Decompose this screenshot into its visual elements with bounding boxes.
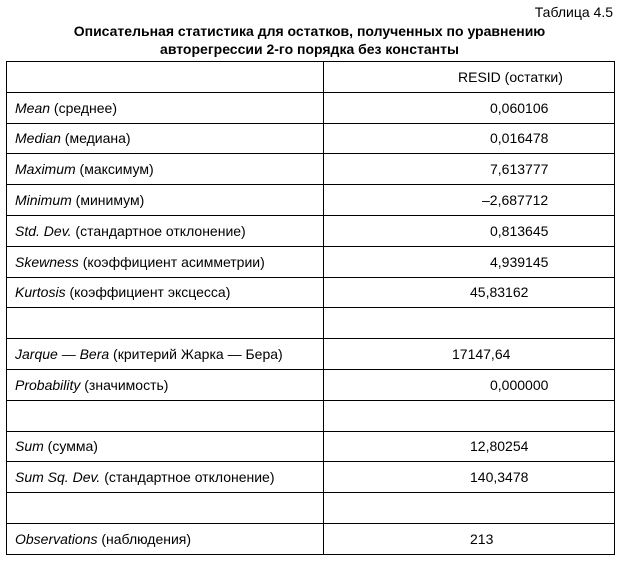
empty-row: [7, 308, 615, 339]
stat-name-cell: [7, 462, 324, 493]
stat-term: Maximum: [15, 161, 76, 178]
table-row: [7, 277, 615, 308]
stat-value: 0,060106: [490, 99, 549, 116]
table-row: [7, 523, 615, 554]
stat-value: 0,016478: [490, 130, 549, 147]
stat-term: Std. Dev.: [15, 222, 72, 239]
table-row: [7, 369, 615, 400]
stat-value-cell: [324, 462, 615, 493]
stat-value-cell: [324, 123, 615, 154]
table-row: [7, 185, 615, 216]
stat-term: Minimum: [15, 192, 72, 209]
stat-name-cell: [7, 431, 324, 462]
table-row: [7, 154, 615, 185]
empty-cell: [324, 400, 615, 431]
table-row: [7, 431, 615, 462]
empty-row: [7, 493, 615, 524]
stat-value: 140,3478: [470, 469, 529, 486]
stat-term: Kurtosis: [15, 284, 66, 301]
stat-term: Mean: [15, 99, 51, 116]
stat-term: Median: [15, 130, 61, 147]
stat-value-cell: [324, 523, 615, 554]
table-title: [0, 22, 619, 58]
stat-term: Sum Sq. Dev.: [15, 469, 101, 486]
stat-value: 0,813645: [490, 222, 549, 239]
stat-value-cell: [324, 246, 615, 277]
table-row: [7, 339, 615, 370]
stat-name-cell: [7, 277, 324, 308]
stat-term: Observations: [15, 530, 98, 547]
stat-name-cell: [7, 185, 324, 216]
table-number-label: Таблица 4.5: [534, 4, 613, 20]
table-row: [7, 123, 615, 154]
column-header: RESID (остатки): [458, 68, 563, 85]
stat-name-cell: [7, 123, 324, 154]
stat-value: 45,83162: [470, 284, 529, 301]
table-row: [7, 462, 615, 493]
empty-cell: [7, 308, 324, 339]
stat-term: Skewness: [15, 253, 79, 270]
stat-name-cell: [7, 92, 324, 123]
stat-value: 17147,64: [452, 346, 511, 363]
stat-desc: (значимость): [80, 376, 169, 393]
empty-cell: [7, 493, 324, 524]
stat-value: 12,80254: [470, 438, 529, 455]
stat-value-cell: [324, 277, 615, 308]
stat-value: 4,939145: [490, 253, 549, 270]
stat-term: Probability: [15, 376, 81, 393]
stat-desc: (среднее): [50, 99, 117, 116]
header-value-cell: [324, 62, 615, 93]
stat-value-cell: [324, 185, 615, 216]
table-row: [7, 92, 615, 123]
stat-desc: (коэффициент эксцесса): [65, 284, 231, 301]
table-row: [7, 215, 615, 246]
stat-desc: (стандартное отклонение): [100, 469, 275, 486]
stat-value: –2,687712: [482, 192, 549, 209]
empty-cell: [324, 493, 615, 524]
stat-desc: (стандартное отклонение): [71, 222, 246, 239]
stat-value: 213: [470, 530, 494, 547]
stat-desc: (сумма): [43, 438, 98, 455]
title-line-2: авторегрессии 2-го порядка без константы: [160, 41, 459, 57]
stat-value-cell: [324, 431, 615, 462]
empty-cell: [324, 308, 615, 339]
stat-desc: (максимум): [75, 161, 154, 178]
stat-name-cell: [7, 246, 324, 277]
stat-name-cell: [7, 339, 324, 370]
header-row: [7, 62, 615, 93]
stat-value-cell: [324, 92, 615, 123]
empty-cell: [7, 400, 324, 431]
stat-value-cell: [324, 215, 615, 246]
stat-value: 7,613777: [490, 161, 549, 178]
stat-desc: (медиана): [60, 130, 131, 147]
stat-term: Jarque — Bera: [15, 346, 110, 363]
stat-name-cell: [7, 523, 324, 554]
stat-value-cell: [324, 339, 615, 370]
stat-value: 0,000000: [490, 376, 549, 393]
stat-value-cell: [324, 154, 615, 185]
title-line-1: Описательная статистика для остатков, полученных по уравнению: [73, 23, 546, 39]
statistics-table: [6, 61, 615, 555]
empty-row: [7, 400, 615, 431]
stat-name-cell: [7, 154, 324, 185]
stat-desc: (критерий Жарка — Бера): [109, 346, 283, 363]
stat-name-cell: [7, 369, 324, 400]
stat-value-cell: [324, 369, 615, 400]
stat-desc: (наблюдения): [97, 530, 192, 547]
stat-term: Sum: [15, 438, 44, 455]
stat-name-cell: [7, 215, 324, 246]
header-empty-cell: [7, 62, 324, 93]
stat-desc: (минимум): [71, 192, 145, 209]
stat-desc: (коэффициент асимметрии): [78, 253, 265, 270]
table-row: [7, 246, 615, 277]
